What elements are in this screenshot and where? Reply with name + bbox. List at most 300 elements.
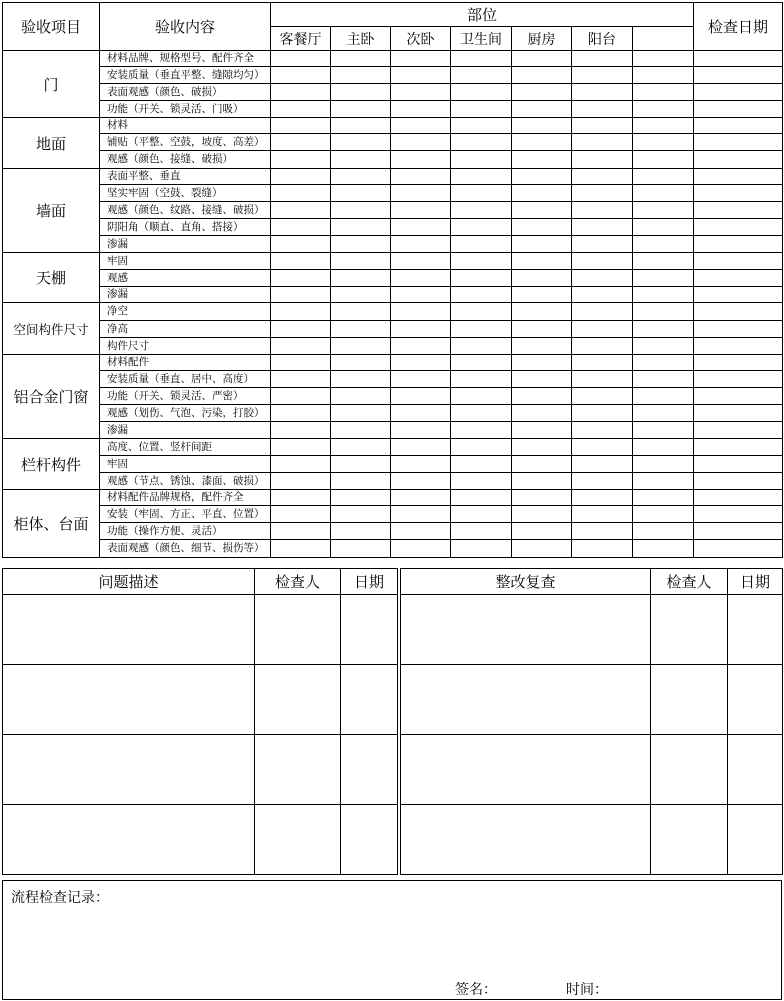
review-inspector-cell[interactable] (651, 735, 728, 805)
check-cell[interactable] (572, 405, 633, 422)
flow-record-table (2, 880, 782, 1000)
check-cell[interactable] (391, 185, 451, 202)
check-date-cell[interactable] (694, 490, 783, 506)
content-cell: 渗漏 (100, 422, 271, 439)
inspector-cell[interactable] (255, 665, 341, 735)
checklist-row (3, 490, 783, 506)
checklist-row (3, 422, 783, 439)
check-cell[interactable] (633, 253, 694, 270)
check-cell[interactable] (572, 169, 633, 185)
check-cell[interactable] (391, 134, 451, 151)
check-cell[interactable] (512, 169, 572, 185)
check-cell[interactable] (572, 355, 633, 371)
check-cell[interactable] (391, 490, 451, 506)
check-date-cell[interactable] (694, 405, 783, 422)
check-cell[interactable] (633, 169, 694, 185)
check-cell[interactable] (512, 202, 572, 219)
check-date-cell[interactable] (694, 473, 783, 490)
review-date-cell[interactable] (728, 665, 783, 735)
check-cell[interactable] (391, 84, 451, 101)
check-cell[interactable] (512, 101, 572, 118)
check-cell[interactable] (331, 151, 391, 169)
check-cell[interactable] (512, 236, 572, 253)
check-date-cell[interactable] (694, 134, 783, 151)
check-cell[interactable] (391, 523, 451, 540)
check-cell[interactable] (572, 456, 633, 473)
content-cell: 安装质量（垂直平整、缝隙均匀） (100, 67, 271, 84)
content-cell: 铺贴（平整、空鼓，坡度、高差） (100, 134, 271, 151)
check-cell[interactable] (331, 185, 391, 202)
check-cell[interactable] (451, 439, 512, 456)
check-cell[interactable] (572, 439, 633, 456)
check-cell[interactable] (331, 169, 391, 185)
review-date-cell[interactable] (728, 805, 783, 875)
check-cell[interactable] (451, 219, 512, 236)
check-cell[interactable] (331, 236, 391, 253)
check-cell[interactable] (271, 134, 331, 151)
check-cell[interactable] (391, 540, 451, 558)
check-cell[interactable] (391, 67, 451, 84)
check-cell[interactable] (451, 67, 512, 84)
date-cell[interactable] (341, 665, 398, 735)
checklist-row (3, 371, 783, 388)
check-cell[interactable] (572, 422, 633, 439)
check-cell[interactable] (512, 473, 572, 490)
content-cell: 渗漏 (100, 287, 271, 303)
check-cell[interactable] (451, 422, 512, 439)
check-cell[interactable] (572, 118, 633, 134)
content-cell: 材料配件品牌规格，配件齐全 (100, 490, 271, 506)
check-cell[interactable] (633, 303, 694, 321)
check-cell[interactable] (633, 101, 694, 118)
check-date-cell[interactable] (694, 422, 783, 439)
checklist-row (3, 540, 783, 558)
check-date-cell[interactable] (694, 338, 783, 355)
check-cell[interactable] (451, 490, 512, 506)
check-date-cell[interactable] (694, 287, 783, 303)
check-cell[interactable] (451, 134, 512, 151)
check-cell[interactable] (391, 303, 451, 321)
check-cell[interactable] (512, 270, 572, 287)
check-cell[interactable] (271, 169, 331, 185)
date-cell[interactable] (341, 735, 398, 805)
check-cell[interactable] (633, 236, 694, 253)
check-cell[interactable] (271, 490, 331, 506)
check-cell[interactable] (512, 134, 572, 151)
check-cell[interactable] (633, 67, 694, 84)
checklist-row (3, 287, 783, 303)
check-cell[interactable] (572, 101, 633, 118)
check-cell[interactable] (451, 388, 512, 405)
check-cell[interactable] (633, 338, 694, 355)
check-cell[interactable] (391, 151, 451, 169)
check-cell[interactable] (572, 185, 633, 202)
check-cell[interactable] (512, 506, 572, 523)
check-cell[interactable] (451, 118, 512, 134)
check-cell[interactable] (512, 338, 572, 355)
date-header: 日期 (341, 569, 398, 595)
check-cell[interactable] (572, 523, 633, 540)
check-cell[interactable] (391, 422, 451, 439)
check-cell[interactable] (572, 506, 633, 523)
check-cell[interactable] (512, 355, 572, 371)
check-cell[interactable] (633, 422, 694, 439)
category-cell: 空间构件尺寸 (3, 303, 100, 355)
check-cell[interactable] (451, 523, 512, 540)
check-cell[interactable] (271, 101, 331, 118)
check-cell[interactable] (271, 219, 331, 236)
check-cell[interactable] (512, 84, 572, 101)
content-cell: 安装（牢固、方正、平直、位置） (100, 506, 271, 523)
check-cell[interactable] (572, 270, 633, 287)
check-cell[interactable] (512, 67, 572, 84)
check-cell[interactable] (331, 202, 391, 219)
date-cell[interactable] (341, 805, 398, 875)
check-cell[interactable] (633, 355, 694, 371)
part-header: 厨房 (512, 27, 572, 51)
check-date-cell[interactable] (694, 202, 783, 219)
check-cell[interactable] (271, 185, 331, 202)
check-date-cell[interactable] (694, 253, 783, 270)
review-inspector-cell[interactable] (651, 665, 728, 735)
check-cell[interactable] (271, 287, 331, 303)
check-cell[interactable] (633, 202, 694, 219)
check-cell[interactable] (451, 51, 512, 67)
check-cell[interactable] (572, 490, 633, 506)
check-date-cell[interactable] (694, 371, 783, 388)
check-date-cell[interactable] (694, 236, 783, 253)
check-date-cell[interactable] (694, 355, 783, 371)
check-cell[interactable] (572, 473, 633, 490)
date-cell[interactable] (341, 595, 398, 665)
review-cell[interactable] (401, 595, 651, 665)
check-cell[interactable] (271, 506, 331, 523)
issue-description-cell[interactable] (3, 595, 255, 665)
check-cell[interactable] (331, 287, 391, 303)
check-date-cell[interactable] (694, 506, 783, 523)
check-cell[interactable] (572, 287, 633, 303)
check-cell[interactable] (391, 219, 451, 236)
check-cell[interactable] (512, 321, 572, 338)
check-cell[interactable] (451, 287, 512, 303)
check-date-cell[interactable] (694, 303, 783, 321)
check-cell[interactable] (391, 169, 451, 185)
content-cell: 坚实牢固（空鼓、裂缝） (100, 185, 271, 202)
issue-description-cell[interactable] (3, 805, 255, 875)
check-cell[interactable] (572, 236, 633, 253)
check-cell[interactable] (331, 473, 391, 490)
review-date-cell[interactable] (728, 735, 783, 805)
check-cell[interactable] (512, 540, 572, 558)
check-cell[interactable] (391, 405, 451, 422)
check-cell[interactable] (451, 151, 512, 169)
check-cell[interactable] (271, 151, 331, 169)
check-cell[interactable] (572, 202, 633, 219)
check-cell[interactable] (572, 371, 633, 388)
check-cell[interactable] (512, 118, 572, 134)
check-cell[interactable] (391, 101, 451, 118)
check-cell[interactable] (633, 151, 694, 169)
check-cell[interactable] (451, 270, 512, 287)
check-cell[interactable] (633, 540, 694, 558)
check-cell[interactable] (512, 219, 572, 236)
check-cell[interactable] (451, 405, 512, 422)
check-cell[interactable] (633, 51, 694, 67)
check-cell[interactable] (271, 388, 331, 405)
check-cell[interactable] (271, 202, 331, 219)
check-cell[interactable] (512, 456, 572, 473)
review-inspector-header: 检查人 (651, 569, 728, 595)
check-cell[interactable] (391, 388, 451, 405)
signature-label: 签名： (455, 982, 497, 998)
check-date-cell[interactable] (694, 540, 783, 558)
check-cell[interactable] (391, 371, 451, 388)
check-cell[interactable] (331, 422, 391, 439)
check-cell[interactable] (391, 51, 451, 67)
check-cell[interactable] (271, 84, 331, 101)
check-cell[interactable] (451, 473, 512, 490)
check-date-cell[interactable] (694, 321, 783, 338)
checklist-row (3, 473, 783, 490)
check-cell[interactable] (271, 405, 331, 422)
part-header: 卫生间 (451, 27, 512, 51)
flow-record-cell[interactable] (3, 881, 782, 1000)
check-cell[interactable] (512, 371, 572, 388)
check-cell[interactable] (633, 473, 694, 490)
review-cell[interactable] (401, 735, 651, 805)
check-cell[interactable] (451, 101, 512, 118)
review-cell[interactable] (401, 805, 651, 875)
check-cell[interactable] (391, 118, 451, 134)
check-cell[interactable] (633, 219, 694, 236)
check-cell[interactable] (633, 388, 694, 405)
check-cell[interactable] (512, 287, 572, 303)
content-cell: 牢固 (100, 456, 271, 473)
check-cell[interactable] (572, 151, 633, 169)
check-cell[interactable] (331, 355, 391, 371)
check-cell[interactable] (271, 338, 331, 355)
check-cell[interactable] (331, 540, 391, 558)
check-cell[interactable] (391, 456, 451, 473)
check-cell[interactable] (391, 439, 451, 456)
checklist-row (3, 456, 783, 473)
check-cell[interactable] (271, 523, 331, 540)
check-cell[interactable] (512, 303, 572, 321)
check-cell[interactable] (271, 422, 331, 439)
issue-description-cell[interactable] (3, 735, 255, 805)
check-cell[interactable] (391, 506, 451, 523)
check-cell[interactable] (271, 236, 331, 253)
check-cell[interactable] (572, 253, 633, 270)
check-cell[interactable] (633, 456, 694, 473)
check-cell[interactable] (271, 118, 331, 134)
check-cell[interactable] (331, 506, 391, 523)
content-cell: 阴阳角（顺直、直角、搭接） (100, 219, 271, 236)
inspector-cell[interactable] (255, 595, 341, 665)
review-inspector-cell[interactable] (651, 805, 728, 875)
check-cell[interactable] (391, 321, 451, 338)
check-cell[interactable] (572, 67, 633, 84)
check-cell[interactable] (633, 134, 694, 151)
check-cell[interactable] (451, 303, 512, 321)
check-cell[interactable] (331, 270, 391, 287)
check-cell[interactable] (451, 236, 512, 253)
check-cell[interactable] (572, 540, 633, 558)
check-cell[interactable] (572, 388, 633, 405)
check-cell[interactable] (512, 490, 572, 506)
check-cell[interactable] (331, 51, 391, 67)
check-cell[interactable] (633, 185, 694, 202)
check-cell[interactable] (572, 303, 633, 321)
content-cell: 安装质量（垂直、居中、高度） (100, 371, 271, 388)
check-date-cell[interactable] (694, 185, 783, 202)
check-cell[interactable] (512, 185, 572, 202)
check-cell[interactable] (331, 388, 391, 405)
check-cell[interactable] (391, 355, 451, 371)
issue-description-cell[interactable] (3, 665, 255, 735)
check-cell[interactable] (451, 185, 512, 202)
check-cell[interactable] (512, 253, 572, 270)
check-date-cell[interactable] (694, 151, 783, 169)
check-cell[interactable] (331, 84, 391, 101)
check-cell[interactable] (633, 490, 694, 506)
check-cell[interactable] (271, 473, 331, 490)
check-cell[interactable] (572, 321, 633, 338)
check-cell[interactable] (633, 84, 694, 101)
check-cell[interactable] (331, 118, 391, 134)
check-cell[interactable] (633, 405, 694, 422)
header-item: 验收项目 (3, 3, 100, 51)
check-cell[interactable] (451, 338, 512, 355)
check-cell[interactable] (271, 67, 331, 84)
check-cell[interactable] (512, 439, 572, 456)
check-cell[interactable] (451, 456, 512, 473)
check-date-cell[interactable] (694, 439, 783, 456)
checklist-row (3, 84, 783, 101)
check-cell[interactable] (451, 321, 512, 338)
check-cell[interactable] (451, 84, 512, 101)
check-cell[interactable] (451, 371, 512, 388)
content-cell: 表面平整、垂直 (100, 169, 271, 185)
check-cell[interactable] (271, 439, 331, 456)
check-cell[interactable] (633, 270, 694, 287)
review-date-cell[interactable] (728, 595, 783, 665)
check-cell[interactable] (451, 202, 512, 219)
check-cell[interactable] (331, 101, 391, 118)
content-cell: 观感（颜色、接缝、破损） (100, 151, 271, 169)
header-part: 部位 (271, 3, 694, 27)
check-cell[interactable] (331, 371, 391, 388)
check-date-cell[interactable] (694, 67, 783, 84)
check-cell[interactable] (633, 506, 694, 523)
check-cell[interactable] (451, 253, 512, 270)
category-cell: 栏杆构件 (3, 439, 100, 490)
check-cell[interactable] (271, 456, 331, 473)
inspector-cell[interactable] (255, 735, 341, 805)
check-cell[interactable] (633, 523, 694, 540)
check-cell[interactable] (331, 523, 391, 540)
check-cell[interactable] (391, 202, 451, 219)
content-cell: 功能（操作方便、灵活） (100, 523, 271, 540)
check-date-cell[interactable] (694, 270, 783, 287)
check-cell[interactable] (271, 321, 331, 338)
check-cell[interactable] (451, 506, 512, 523)
check-cell[interactable] (451, 355, 512, 371)
check-cell[interactable] (331, 439, 391, 456)
check-cell[interactable] (451, 169, 512, 185)
check-cell[interactable] (391, 338, 451, 355)
check-cell[interactable] (572, 338, 633, 355)
check-cell[interactable] (512, 422, 572, 439)
check-date-cell[interactable] (694, 51, 783, 67)
review-inspector-cell[interactable] (651, 595, 728, 665)
check-cell[interactable] (572, 84, 633, 101)
check-cell[interactable] (391, 270, 451, 287)
check-cell[interactable] (331, 321, 391, 338)
part-header: 阳台 (572, 27, 633, 51)
check-cell[interactable] (331, 219, 391, 236)
check-cell[interactable] (633, 118, 694, 134)
check-cell[interactable] (512, 523, 572, 540)
check-cell[interactable] (331, 338, 391, 355)
check-date-cell[interactable] (694, 388, 783, 405)
review-cell[interactable] (401, 665, 651, 735)
check-cell[interactable] (271, 540, 331, 558)
check-cell[interactable] (271, 303, 331, 321)
check-cell[interactable] (451, 540, 512, 558)
check-cell[interactable] (572, 219, 633, 236)
check-date-cell[interactable] (694, 101, 783, 118)
check-cell[interactable] (633, 371, 694, 388)
check-cell[interactable] (331, 456, 391, 473)
check-date-cell[interactable] (694, 523, 783, 540)
check-cell[interactable] (271, 51, 331, 67)
check-cell[interactable] (391, 287, 451, 303)
check-cell[interactable] (633, 287, 694, 303)
check-cell[interactable] (271, 371, 331, 388)
check-cell[interactable] (331, 134, 391, 151)
check-cell[interactable] (391, 253, 451, 270)
check-date-cell[interactable] (694, 219, 783, 236)
check-cell[interactable] (512, 51, 572, 67)
check-cell[interactable] (331, 490, 391, 506)
check-cell[interactable] (271, 270, 331, 287)
check-cell[interactable] (391, 473, 451, 490)
check-cell[interactable] (271, 355, 331, 371)
check-cell[interactable] (331, 253, 391, 270)
check-date-cell[interactable] (694, 169, 783, 185)
check-cell[interactable] (633, 321, 694, 338)
checklist-row (3, 134, 783, 151)
check-cell[interactable] (331, 405, 391, 422)
check-cell[interactable] (512, 151, 572, 169)
check-cell[interactable] (271, 253, 331, 270)
check-cell[interactable] (331, 303, 391, 321)
check-date-cell[interactable] (694, 84, 783, 101)
issue-description-header: 问题描述 (3, 569, 255, 595)
checklist-row (3, 321, 783, 338)
check-cell[interactable] (512, 405, 572, 422)
check-date-cell[interactable] (694, 456, 783, 473)
check-date-cell[interactable] (694, 118, 783, 134)
check-cell[interactable] (572, 51, 633, 67)
check-cell[interactable] (572, 134, 633, 151)
check-cell[interactable] (331, 67, 391, 84)
check-cell[interactable] (633, 439, 694, 456)
check-cell[interactable] (512, 388, 572, 405)
check-cell[interactable] (391, 236, 451, 253)
inspector-cell[interactable] (255, 805, 341, 875)
